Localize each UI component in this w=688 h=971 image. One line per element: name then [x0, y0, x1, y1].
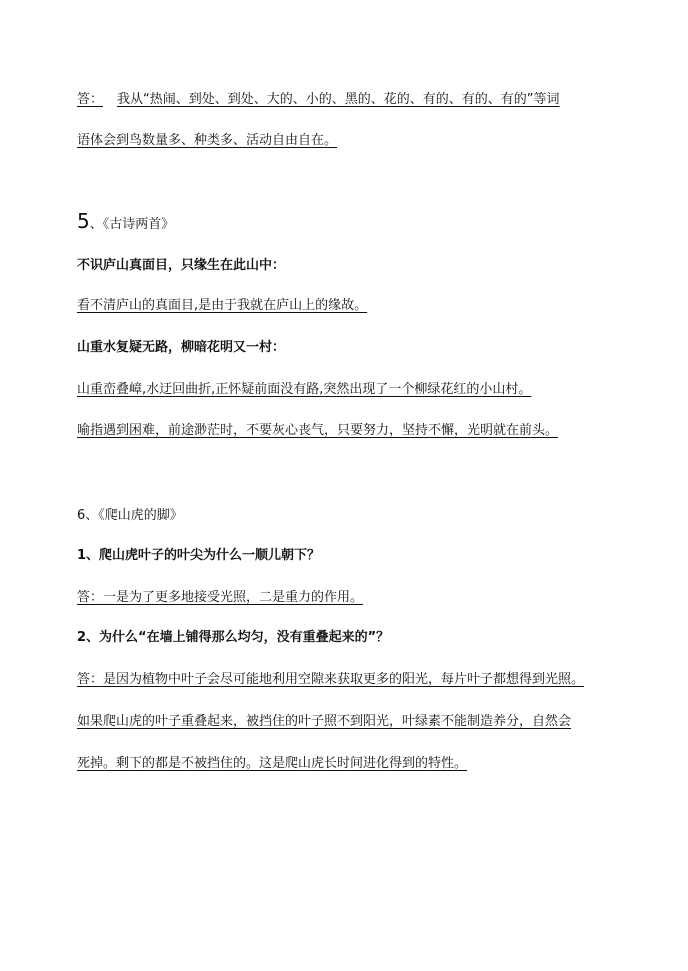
answer-line: [77, 92, 560, 108]
answer-text: 我从“热闹、到处、到处、大的、小的、黑的、花的、有的、有的、有的”等词: [117, 92, 560, 107]
answer-continued: 如果爬山虎的叶子重叠起来，被挡住的叶子照不到阳光，叶绿素不能制造养分，自然会: [77, 714, 572, 729]
poem-line-question: 山重水复疑无路，柳暗花明又一村：: [77, 340, 286, 355]
question: 2、为什么“在墙上铺得那么均匀，没有重叠起来的”？: [77, 630, 390, 645]
poem-line-explanation: 山重峦叠嶂,水迂回曲折,正怀疑前面没有路,突然出现了一个柳绿花红的小山村。: [77, 382, 532, 397]
answer-continued: 死掉。剩下的都是不被挡住的。这是爬山虎长时间进化得到的特性。: [77, 756, 468, 771]
answer: 答：是因为植物中叶子会尽可能地利用空隙来获取更多的阳光，每片叶子都想得到光照。: [77, 672, 585, 687]
answer-line-continued: 语体会到鸟数量多、种类多、活动自由自在。: [77, 133, 338, 148]
answer-prefix: 答：: [77, 92, 104, 107]
poem-line-explanation: 看不清庐山的真面目,是由于我就在庐山上的缘故。: [77, 298, 368, 313]
section-number: 5: [77, 209, 90, 233]
poem-line-meaning: 喻指遇到困难，前途渺茫时，不要灰心丧气，只要努力，坚持不懈，光明就在前头。: [77, 423, 559, 438]
section-heading: 6、《爬山虎的脚》: [77, 508, 183, 523]
poem-line-question: 不识庐山真面目，只缘生在此山中：: [77, 258, 286, 273]
section-heading: [77, 210, 174, 236]
answer: 答：一是为了更多地接受光照，二是重力的作用。: [77, 590, 364, 605]
question: 1、爬山虎叶子的叶尖为什么一顺儿朝下？: [77, 548, 321, 563]
section-title: 、《古诗两首》: [89, 217, 175, 232]
